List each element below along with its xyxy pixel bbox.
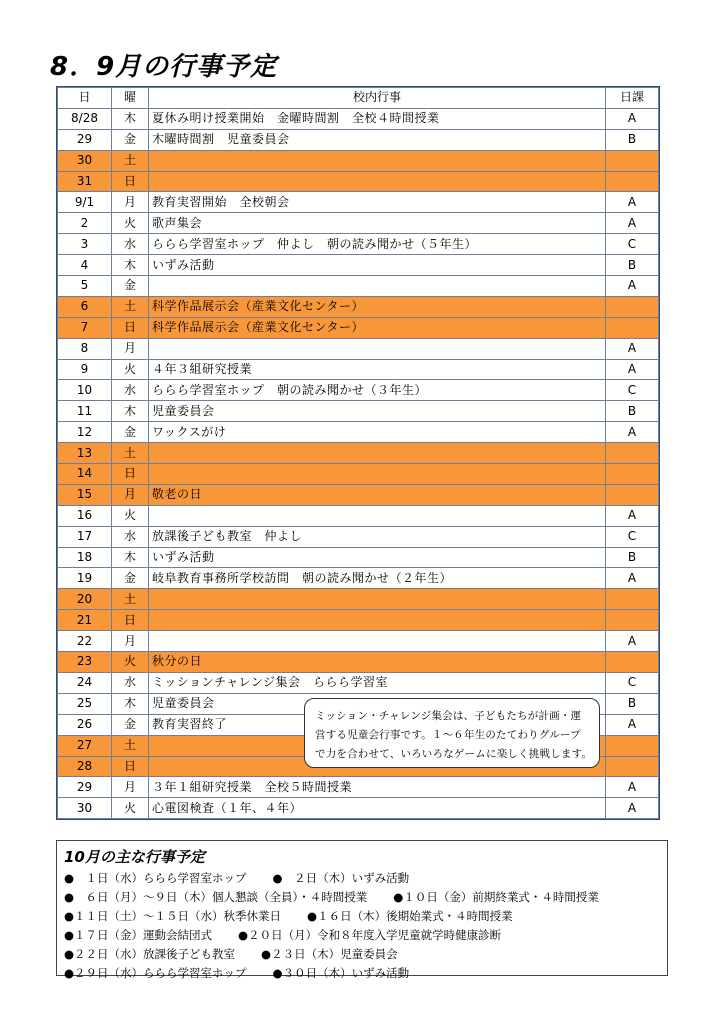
row-date: 9/1 bbox=[58, 192, 112, 213]
october-event-list bbox=[64, 869, 667, 983]
table-row bbox=[58, 296, 659, 317]
october-event-item: ●２９日（水）ららら学習室ホップ bbox=[64, 966, 247, 980]
row-event bbox=[149, 171, 606, 192]
row-class-schedule: B bbox=[606, 547, 659, 568]
table-row bbox=[58, 129, 659, 150]
row-class-schedule: A bbox=[606, 568, 659, 589]
note-line: ミッション・チャレンジ集会は、子どもたちが計画・運 bbox=[315, 710, 582, 722]
row-weekday: 木 bbox=[112, 255, 149, 276]
row-date: 22 bbox=[58, 631, 112, 652]
header-date: 日 bbox=[58, 88, 112, 109]
october-event-line bbox=[64, 888, 667, 907]
row-class-schedule: B bbox=[606, 693, 659, 714]
table-row bbox=[58, 234, 659, 255]
row-date: 11 bbox=[58, 401, 112, 422]
row-weekday: 木 bbox=[112, 693, 149, 714]
row-weekday: 火 bbox=[112, 505, 149, 526]
row-class-schedule: A bbox=[606, 338, 659, 359]
row-class-schedule: B bbox=[606, 255, 659, 276]
row-weekday: 日 bbox=[112, 610, 149, 631]
table-row bbox=[58, 568, 659, 589]
october-event-item: ●１１日（土）～１５日（水）秋季休業日 bbox=[64, 909, 282, 923]
row-class-schedule: A bbox=[606, 192, 659, 213]
row-class-schedule bbox=[606, 610, 659, 631]
row-class-schedule: A bbox=[606, 714, 659, 735]
row-weekday: 土 bbox=[112, 150, 149, 171]
row-weekday: 金 bbox=[112, 276, 149, 297]
table-row bbox=[58, 672, 659, 693]
row-date: 10 bbox=[58, 380, 112, 401]
mission-challenge-note bbox=[304, 698, 600, 768]
table-row bbox=[58, 276, 659, 297]
table-row bbox=[58, 484, 659, 505]
table-row bbox=[58, 380, 659, 401]
row-weekday: 金 bbox=[112, 129, 149, 150]
table-row bbox=[58, 213, 659, 234]
row-date: 29 bbox=[58, 777, 112, 798]
row-event bbox=[149, 150, 606, 171]
row-date: 28 bbox=[58, 756, 112, 777]
row-weekday: 火 bbox=[112, 359, 149, 380]
table-row bbox=[58, 464, 659, 485]
row-class-schedule: C bbox=[606, 526, 659, 547]
row-date: 25 bbox=[58, 693, 112, 714]
row-date: 8/28 bbox=[58, 108, 112, 129]
row-event bbox=[149, 338, 606, 359]
row-event: 放課後子ども教室 仲よし bbox=[149, 526, 606, 547]
row-weekday: 火 bbox=[112, 213, 149, 234]
row-event bbox=[149, 276, 606, 297]
row-date: 5 bbox=[58, 276, 112, 297]
note-line: 営する児童会行事です。１～６年生のたてわりグループ bbox=[315, 729, 581, 741]
row-class-schedule: A bbox=[606, 422, 659, 443]
row-weekday: 月 bbox=[112, 192, 149, 213]
row-event: ららら学習室ホップ 仲よし 朝の読み聞かせ（５年生） bbox=[149, 234, 606, 255]
row-date: 21 bbox=[58, 610, 112, 631]
row-date: 15 bbox=[58, 484, 112, 505]
row-weekday: 金 bbox=[112, 714, 149, 735]
row-event: ワックスがけ bbox=[149, 422, 606, 443]
row-event: 木曜時間割 児童委員会 bbox=[149, 129, 606, 150]
row-class-schedule: A bbox=[606, 276, 659, 297]
row-event bbox=[149, 610, 606, 631]
october-event-item: ●２０日（月）令和８年度入学児童就学時健康診断 bbox=[238, 928, 502, 942]
row-weekday: 火 bbox=[112, 652, 149, 673]
row-weekday: 水 bbox=[112, 380, 149, 401]
october-event-line bbox=[64, 907, 667, 926]
row-class-schedule: A bbox=[606, 505, 659, 526]
table-row bbox=[58, 422, 659, 443]
row-event: 敬老の日 bbox=[149, 484, 606, 505]
table-row bbox=[58, 401, 659, 422]
row-class-schedule bbox=[606, 171, 659, 192]
row-event: 教育実習開始 全校朝会 bbox=[149, 192, 606, 213]
row-event bbox=[149, 464, 606, 485]
header-event: 校内行事 bbox=[149, 88, 606, 109]
page-title: 8．9月の行事予定 bbox=[50, 52, 278, 82]
row-weekday: 土 bbox=[112, 589, 149, 610]
row-class-schedule bbox=[606, 589, 659, 610]
row-weekday: 土 bbox=[112, 443, 149, 464]
row-event: ３年１組研究授業 全校５時間授業 bbox=[149, 777, 606, 798]
row-event: 児童委員会 bbox=[149, 401, 606, 422]
row-class-schedule bbox=[606, 150, 659, 171]
note-line: で力を合わせて、いろいろなゲームに楽しく挑戦します。 bbox=[315, 748, 593, 760]
table-row bbox=[58, 150, 659, 171]
row-event: 科学作品展示会（産業文化センター） bbox=[149, 317, 606, 338]
row-weekday: 日 bbox=[112, 317, 149, 338]
row-event: ミッションチャレンジ集会 ららら学習室 bbox=[149, 672, 606, 693]
row-class-schedule: A bbox=[606, 359, 659, 380]
row-event: 岐阜教育事務所学校訪問 朝の読み聞かせ（２年生） bbox=[149, 568, 606, 589]
row-weekday: 日 bbox=[112, 464, 149, 485]
row-date: 2 bbox=[58, 213, 112, 234]
header-weekday: 曜 bbox=[112, 88, 149, 109]
table-row bbox=[58, 255, 659, 276]
row-weekday: 土 bbox=[112, 296, 149, 317]
october-events-box bbox=[56, 840, 668, 980]
table-row bbox=[58, 798, 659, 819]
table-row bbox=[58, 526, 659, 547]
row-class-schedule: A bbox=[606, 777, 659, 798]
row-weekday: 月 bbox=[112, 777, 149, 798]
table-row bbox=[58, 192, 659, 213]
october-event-line bbox=[64, 964, 667, 983]
row-class-schedule: C bbox=[606, 234, 659, 255]
row-weekday: 水 bbox=[112, 234, 149, 255]
row-weekday: 火 bbox=[112, 798, 149, 819]
row-date: 20 bbox=[58, 589, 112, 610]
table-row bbox=[58, 338, 659, 359]
table-row bbox=[58, 631, 659, 652]
row-weekday: 日 bbox=[112, 171, 149, 192]
row-weekday: 金 bbox=[112, 568, 149, 589]
row-class-schedule: B bbox=[606, 129, 659, 150]
row-weekday: 日 bbox=[112, 756, 149, 777]
row-class-schedule: A bbox=[606, 631, 659, 652]
row-date: 6 bbox=[58, 296, 112, 317]
row-date: 29 bbox=[58, 129, 112, 150]
october-event-item: ●１６日（木）後期始業式・４時間授業 bbox=[307, 909, 513, 923]
row-class-schedule: A bbox=[606, 213, 659, 234]
row-class-schedule bbox=[606, 735, 659, 756]
row-class-schedule bbox=[606, 756, 659, 777]
row-event: いずみ活動 bbox=[149, 255, 606, 276]
row-weekday: 月 bbox=[112, 484, 149, 505]
table-row bbox=[58, 652, 659, 673]
row-date: 14 bbox=[58, 464, 112, 485]
row-date: 18 bbox=[58, 547, 112, 568]
row-date: 19 bbox=[58, 568, 112, 589]
row-event: いずみ活動 bbox=[149, 547, 606, 568]
row-weekday: 水 bbox=[112, 526, 149, 547]
row-date: 9 bbox=[58, 359, 112, 380]
table-row bbox=[58, 443, 659, 464]
table-row bbox=[58, 317, 659, 338]
october-event-item: ● ６日（月）～９日（木）個人懇談（全員）・４時間授業 bbox=[64, 890, 368, 904]
october-event-line bbox=[64, 869, 667, 888]
row-date: 12 bbox=[58, 422, 112, 443]
row-event: 教育実習終了 bbox=[149, 714, 606, 735]
row-date: 3 bbox=[58, 234, 112, 255]
row-date: 16 bbox=[58, 505, 112, 526]
row-date: 27 bbox=[58, 735, 112, 756]
row-class-schedule bbox=[606, 464, 659, 485]
october-event-item: ●３０日（木）いずみ活動 bbox=[272, 966, 410, 980]
table-row bbox=[58, 547, 659, 568]
row-event bbox=[149, 443, 606, 464]
table-row bbox=[58, 171, 659, 192]
table-row bbox=[58, 610, 659, 631]
row-class-schedule bbox=[606, 296, 659, 317]
table-row bbox=[58, 505, 659, 526]
row-class-schedule: B bbox=[606, 401, 659, 422]
row-event: 心電図検査（１年、４年） bbox=[149, 798, 606, 819]
row-date: 7 bbox=[58, 317, 112, 338]
row-class-schedule: A bbox=[606, 108, 659, 129]
row-event: ４年３組研究授業 bbox=[149, 359, 606, 380]
row-weekday: 土 bbox=[112, 735, 149, 756]
october-event-line bbox=[64, 945, 667, 964]
october-event-item: ●１７日（金）運動会結団式 bbox=[64, 928, 213, 942]
row-weekday: 月 bbox=[112, 338, 149, 359]
row-event: 児童委員会 bbox=[149, 693, 606, 714]
row-event: 夏休み明け授業開始 金曜時間割 全校４時間授業 bbox=[149, 108, 606, 129]
row-event: 科学作品展示会（産業文化センター） bbox=[149, 296, 606, 317]
row-event: 秋分の日 bbox=[149, 652, 606, 673]
october-event-item: ●１０日（金）前期終業式・４時間授業 bbox=[393, 890, 599, 904]
row-event bbox=[149, 631, 606, 652]
row-date: 30 bbox=[58, 798, 112, 819]
row-weekday: 木 bbox=[112, 108, 149, 129]
row-date: 31 bbox=[58, 171, 112, 192]
row-class-schedule: A bbox=[606, 798, 659, 819]
row-weekday: 水 bbox=[112, 672, 149, 693]
october-event-item: ●２３日（木）児童委員会 bbox=[261, 947, 398, 961]
row-date: 17 bbox=[58, 526, 112, 547]
row-weekday: 月 bbox=[112, 631, 149, 652]
october-heading: 10月の主な行事予定 bbox=[64, 848, 205, 866]
row-date: 26 bbox=[58, 714, 112, 735]
table-row bbox=[58, 359, 659, 380]
october-event-line bbox=[64, 926, 667, 945]
table-header-row bbox=[58, 88, 659, 109]
table-row bbox=[58, 589, 659, 610]
row-weekday: 金 bbox=[112, 422, 149, 443]
table-row bbox=[58, 108, 659, 129]
row-class-schedule bbox=[606, 484, 659, 505]
row-date: 24 bbox=[58, 672, 112, 693]
row-class-schedule: C bbox=[606, 672, 659, 693]
row-event bbox=[149, 589, 606, 610]
table-row bbox=[58, 777, 659, 798]
row-event: ららら学習室ホップ 朝の読み聞かせ（３年生） bbox=[149, 380, 606, 401]
row-class-schedule bbox=[606, 652, 659, 673]
row-date: 30 bbox=[58, 150, 112, 171]
october-event-item: ●２２日（水）放課後子ども教室 bbox=[64, 947, 236, 961]
row-class-schedule bbox=[606, 443, 659, 464]
october-event-item: ● １日（水）ららら学習室ホップ bbox=[64, 871, 247, 885]
row-class-schedule: C bbox=[606, 380, 659, 401]
row-date: 4 bbox=[58, 255, 112, 276]
header-class-schedule: 日課 bbox=[606, 88, 659, 109]
row-class-schedule bbox=[606, 317, 659, 338]
row-weekday: 木 bbox=[112, 401, 149, 422]
row-date: 13 bbox=[58, 443, 112, 464]
row-weekday: 木 bbox=[112, 547, 149, 568]
row-event: 歌声集会 bbox=[149, 213, 606, 234]
row-event bbox=[149, 505, 606, 526]
row-date: 23 bbox=[58, 652, 112, 673]
october-event-item: ● ２日（木）いずみ活動 bbox=[272, 871, 410, 885]
row-date: 8 bbox=[58, 338, 112, 359]
